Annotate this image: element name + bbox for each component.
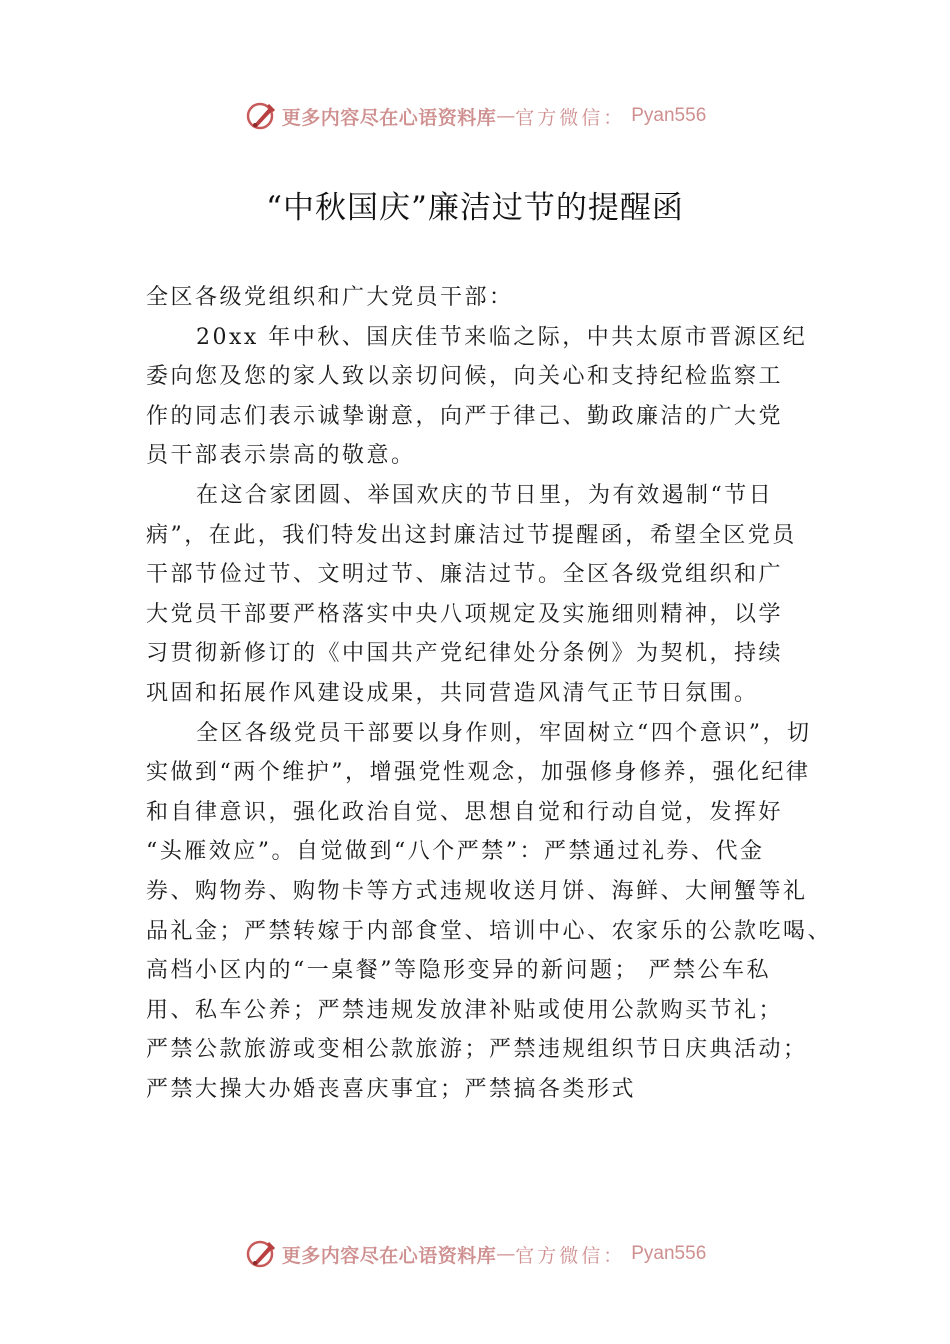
document-title: “中秋国庆”廉洁过节的提醒函 (266, 190, 684, 226)
body-text-line: “头雁效应”。自觉做到“八个严禁”：严禁通过礼券、代金 (146, 839, 765, 865)
body-text-line: 全区各级党员干部要以身作则，牢固树立“四个意识”，切 (196, 720, 812, 746)
body-text-line: 品礼金；严禁转嫁于内部食堂、培训中心、农家乐的公款吃喝、 (146, 918, 833, 944)
body-text-line: 券、购物券、购物卡等方式违规收送月饼、海鲜、大闸蟹等礼 (146, 878, 808, 904)
body-text-line: 20xx 年中秋、国庆佳节来临之际，中共太原市晋源区纪 (196, 324, 808, 350)
body-text-line: 用、私车公养；严禁违规发放津补贴或使用公款购买节礼； (146, 997, 784, 1023)
body-text-line: 全区各级党组织和广大党员干部： (146, 285, 514, 310)
body-text-line: 员干部表示崇高的敬意。 (146, 443, 416, 469)
body-text-line: 巩固和拓展作风建设成果，共同营造风清气正节日氛围。 (146, 680, 759, 706)
banner-brand-text: 更多内容尽在心语资料库 (281, 1244, 497, 1267)
header-banner (0, 96, 950, 136)
body-text-line: 作的同志们表示诚挚谢意，向严于律己、勤政廉洁的广大党 (146, 403, 784, 429)
banner-wechat-label: 官方微信： (515, 1244, 626, 1267)
banner-brand-text: 更多内容尽在心语资料库 (281, 106, 497, 129)
body-text-line: 严禁公款旅游或变相公款旅游；严禁违规组织节日庆典活动； (146, 1037, 808, 1063)
body-text-line: 严禁大操大办婚丧喜庆事宜；严禁搞各类形式 (146, 1076, 637, 1102)
body-text-line: 病”，在此，我们特发出这封廉洁过节提醒函，希望全区党员 (146, 522, 797, 548)
pen-logo-icon (244, 1237, 278, 1271)
banner-wechat-id: Pyan556 (631, 105, 707, 126)
banner-separator: — (496, 105, 516, 127)
body-text-line: 和自律意识，强化政治自觉、思想自觉和行动自觉，发挥好 (146, 799, 784, 825)
body-text-line: 实做到“两个维护”，增强党性观念，加强修身修养，强化纪律 (146, 760, 811, 786)
pen-logo-icon (244, 99, 278, 133)
body-text-line: 干部节俭过节、文明过节、廉洁过节。全区各级党组织和广 (146, 562, 784, 588)
body-text-line: 大党员干部要严格落实中央八项规定及实施细则精神，以学 (146, 601, 784, 627)
banner-separator: — (496, 1243, 516, 1265)
body-text-line: 习贯彻新修订的《中国共产党纪律处分条例》为契机，持续 (146, 641, 784, 667)
body-text-line: 在这合家团圆、举国欢庆的节日里，为有效遏制“节日 (196, 482, 774, 508)
banner-wechat-id: Pyan556 (631, 1243, 707, 1264)
body-text-line: 高档小区内的“一桌餐”等隐形变异的新问题； 严禁公车私 (146, 958, 771, 984)
footer-banner (0, 1234, 950, 1274)
body-text-line: 委向您及您的家人致以亲切问候，向关心和支持纪检监察工 (146, 364, 784, 390)
banner-wechat-label: 官方微信： (515, 106, 626, 129)
document-body (146, 278, 836, 1109)
